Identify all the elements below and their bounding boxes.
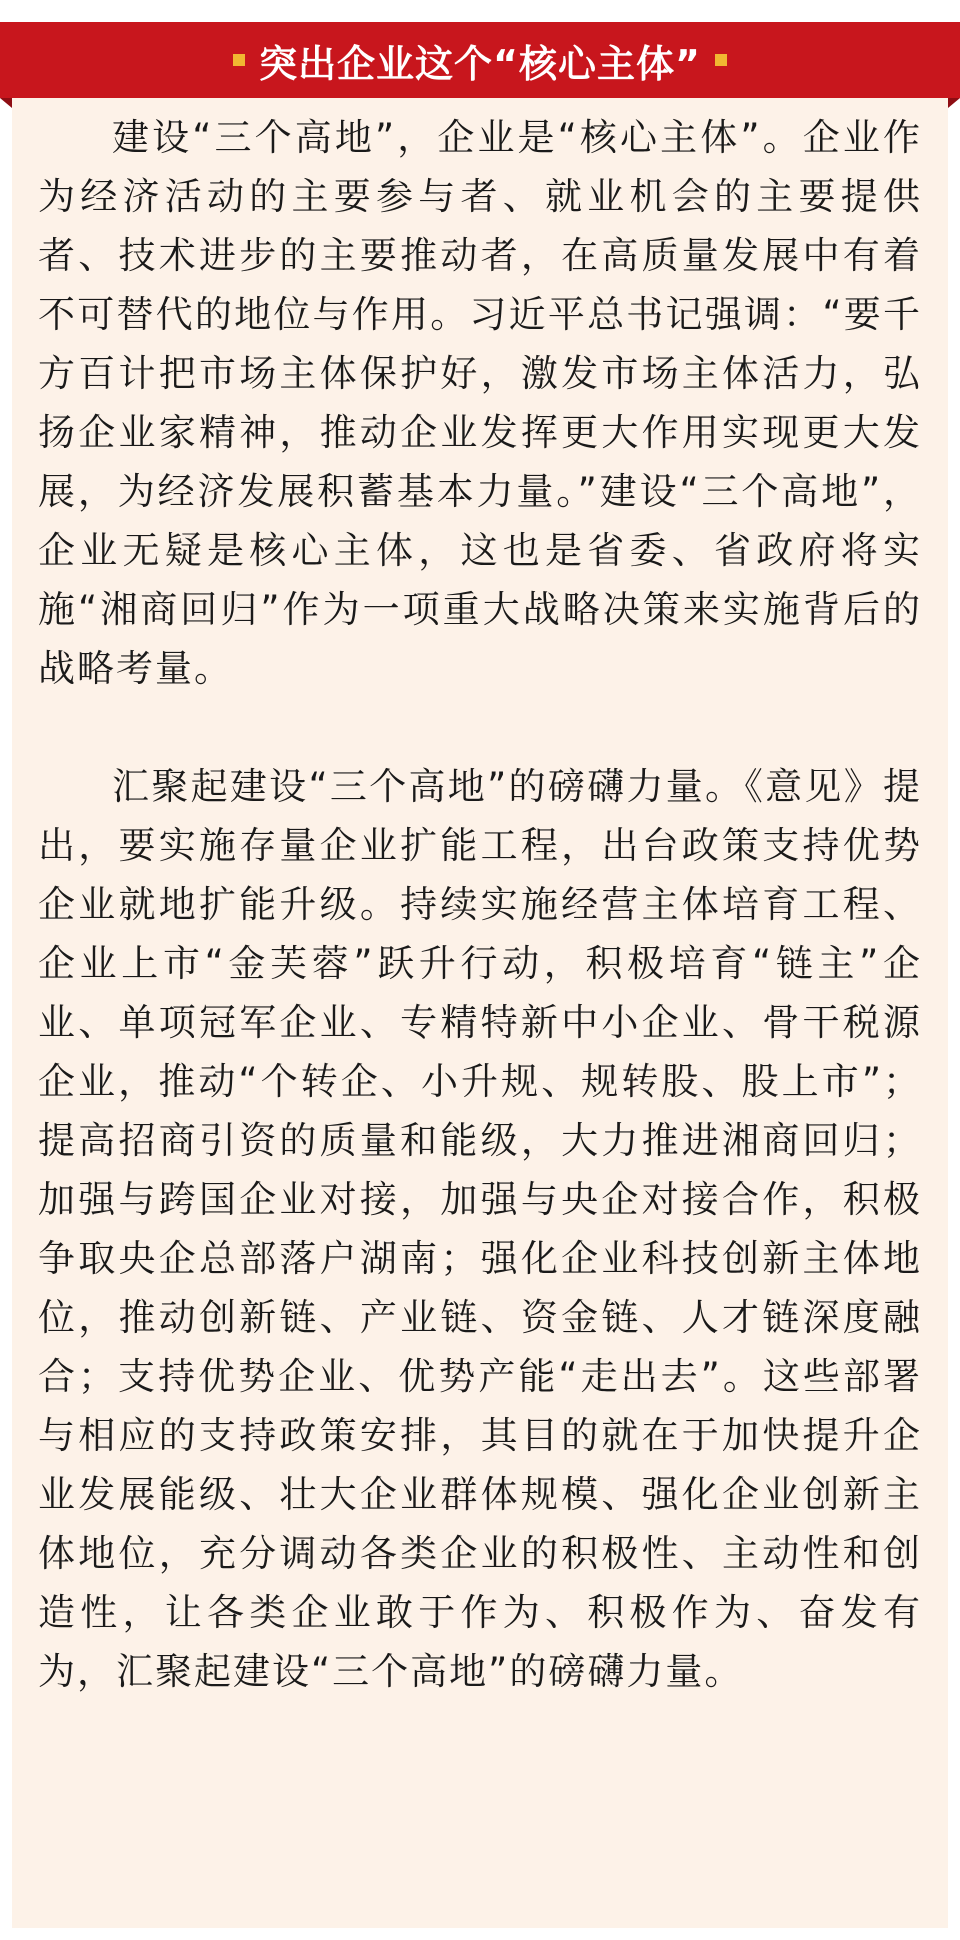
right-bullet-icon — [715, 54, 727, 66]
section-banner — [0, 22, 960, 98]
section-title: 突出企业这个“核心主体” — [259, 41, 701, 86]
left-bullet-icon — [233, 54, 245, 66]
paragraph: 建设“三个高地”，企业是“核心主体”。企业作为经济活动的主要参与者、就业机会的主要提供者、技术进步的主要推动者，在高质量发展中有着不可替代的地位与作用。习近平总书记强调：“要千方百计把市场主体保护好，激发市场主体活力，弘扬企业家精神，推动企业发挥更大作用实现更大发展，为经济发展积蓄基本力量。”建设“三个高地”，企业无疑是核心主体，这也是省委、省政府将实施“湘商回归”作为一项重大战略决策来实施背后的战略考量。 — [38, 116, 922, 690]
article-body — [38, 108, 922, 1701]
paragraph: 汇聚起建设“三个高地”的磅礴力量。《意见》提出，要实施存量企业扩能工程，出台政策支持优势企业就地扩能升级。持续实施经营主体培育工程、企业上市“金芙蓉”跃升行动，积极培育“链主”企业、单项冠军企业、专精特新中小企业、骨干税源企业，推动“个转企、小升规、规转股、股上市”；提高招商引资的质量和能级，大力推进湘商回归；加强与跨国企业对接，加强与央企对接合作，积极争取央企总部落户湖南；强化企业科技创新主体地位，推动创新链、产业链、资金链、人才链深度融合；支持优势企业、优势产能“走出去”。这些部署与相应的支持政策安排，其目的就在于加快提升企业发展能级、壮大企业群体规模、强化企业创新主体地位，充分调动各类企业的积极性、主动性和创造性，让各类企业敢于作为、积极作为、奋发有为，汇聚起建设“三个高地”的磅礴力量。 — [38, 765, 922, 1693]
banner-fold-right — [948, 98, 960, 108]
banner-fold-left — [0, 98, 12, 108]
